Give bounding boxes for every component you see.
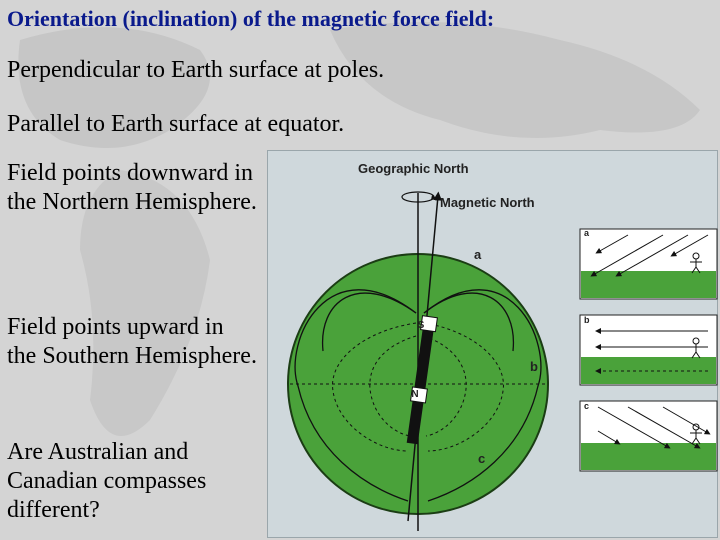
inset-a (580, 228, 717, 299)
magnet-north-pole-label: N (411, 389, 419, 400)
geographic-north-label: Geographic North (358, 161, 469, 176)
bullet-equator: Parallel to Earth surface at equator. (7, 111, 345, 137)
magnetic-field-diagram (267, 150, 718, 538)
globe-label-a: a (474, 247, 482, 262)
bullet-poles: Perpendicular to Earth surface at poles. (7, 57, 385, 83)
inset-b-label: b (584, 315, 590, 325)
slide-title: Orientation (inclination) of the magnetic force field: (7, 6, 495, 31)
bullet-northern-hemisphere: Field points downward in the Northern Hemisphere. (7, 160, 257, 215)
inset-c-label: c (584, 401, 590, 411)
inset-b (580, 315, 717, 385)
magnet-south-pole-label: S (417, 320, 425, 331)
inset-c (580, 401, 717, 471)
globe-label-c: c (478, 451, 486, 466)
inset-a-label: a (584, 228, 590, 238)
magnetic-north-label: Magnetic North (440, 195, 535, 210)
bullet-compass-question: Are Australian and Canadian compasses different? (7, 439, 207, 523)
bullet-southern-hemisphere: Field points upward in the Southern Hemisphere. (7, 314, 257, 369)
globe-label-b: b (530, 359, 538, 374)
